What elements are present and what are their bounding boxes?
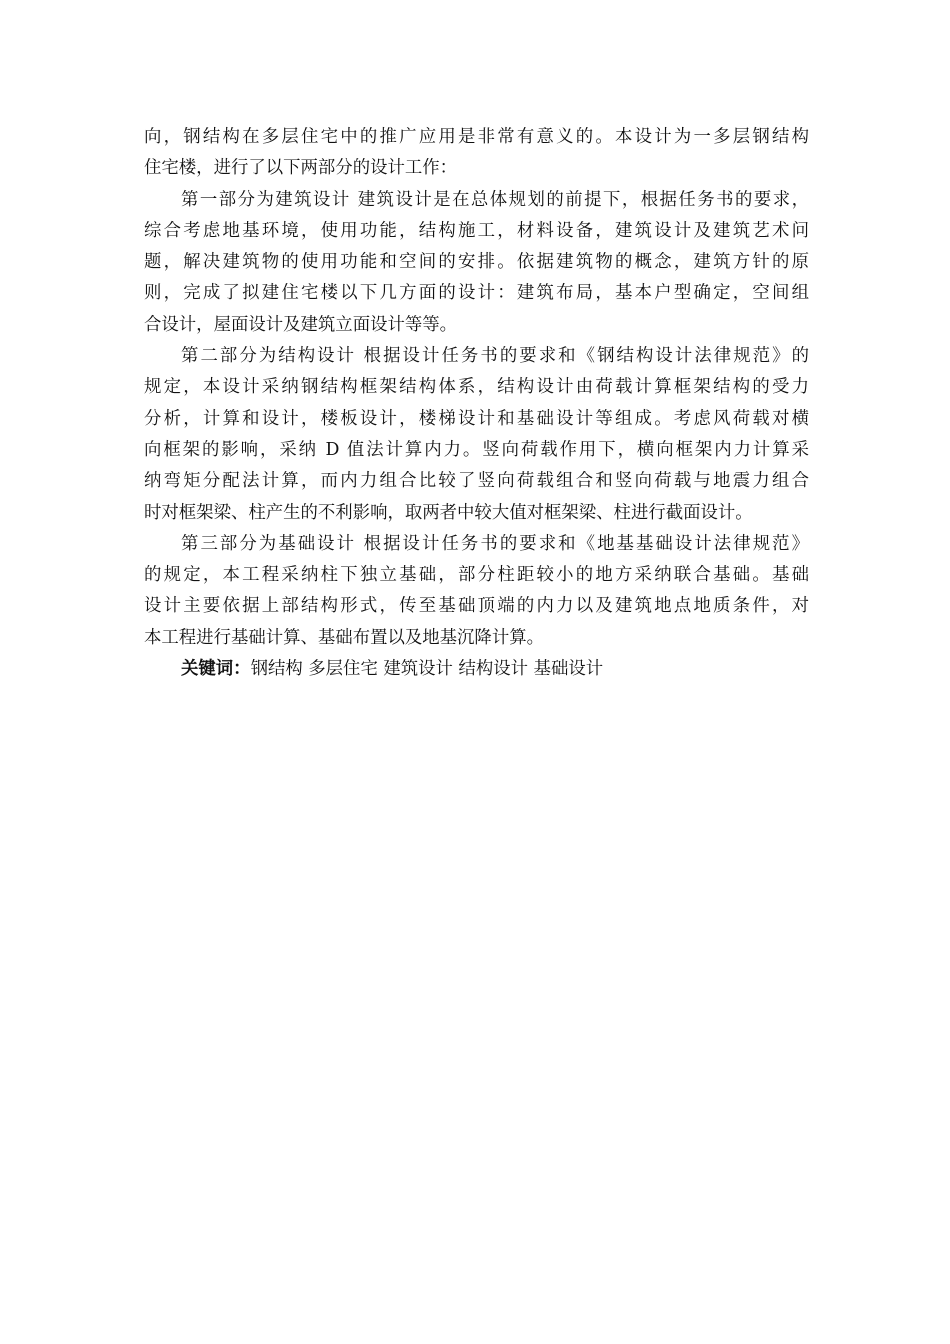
paragraph-architecture	[144, 185, 809, 341]
text-line: 向框架的影响，采纳 D 值法计算内力。竖向荷载作用下，横向框架内力计算采	[144, 439, 809, 460]
text-line: 本工程进行基础计算、基础布置以及地基沉降计算。	[144, 627, 544, 648]
text-line: 向，钢结构在多层住宅中的推广应用是非常有意义的。本设计为一多层钢结构	[144, 127, 809, 147]
text-line: 规定，本设计采纳钢结构框架结构体系，结构设计由荷载计算框架结构的受力	[144, 377, 809, 398]
text-line: 则，完成了拟建住宅楼以下几方面的设计：建筑布局，基本户型确定，空间组	[144, 283, 809, 304]
text-line: 第三部分为基础设计 根据设计任务书的要求和《地基基础设计法律规范》	[181, 533, 809, 554]
abstract-body	[144, 122, 809, 685]
text-line: 综合考虑地基环境，使用功能，结构施工，材料设备，建筑设计及建筑艺术问	[144, 220, 809, 241]
keywords-value: 钢结构 多层住宅 建筑设计 结构设计 基础设计	[250, 659, 604, 680]
text-line: 题，解决建筑物的使用功能和空间的安排。依据建筑物的概念，建筑方针的原	[144, 252, 809, 273]
paragraph-intro	[144, 122, 809, 185]
keywords-label: 关键词：	[181, 659, 251, 680]
paragraph-foundation	[144, 529, 809, 654]
keywords-line	[144, 654, 809, 685]
text-line: 分析，计算和设计，楼板设计，楼梯设计和基础设计等组成。考虑风荷载对横	[144, 408, 809, 429]
text-line: 纳弯矩分配法计算，而内力组合比较了竖向荷载组合和竖向荷载与地震力组合	[144, 471, 809, 492]
text-line: 住宅楼，进行了以下两部分的设计工作：	[144, 158, 458, 179]
text-line: 第一部分为建筑设计 建筑设计是在总体规划的前提下，根据任务书的要求，	[181, 189, 809, 210]
text-line: 设计主要依据上部结构形式，传至基础顶端的内力以及建筑地点地质条件，对	[144, 596, 809, 617]
text-line: 时对框架梁、柱产生的不利影响，取两者中较大值对框架梁、柱进行截面设计。	[144, 502, 753, 523]
text-line: 的规定，本工程采纳柱下独立基础，部分柱距较小的地方采纳联合基础。基础	[144, 565, 809, 586]
text-line: 合设计，屋面设计及建筑立面设计等等。	[144, 314, 458, 335]
text-line: 第二部分为结构设计 根据设计任务书的要求和《钢结构设计法律规范》的	[181, 346, 809, 367]
paragraph-structure	[144, 341, 809, 529]
